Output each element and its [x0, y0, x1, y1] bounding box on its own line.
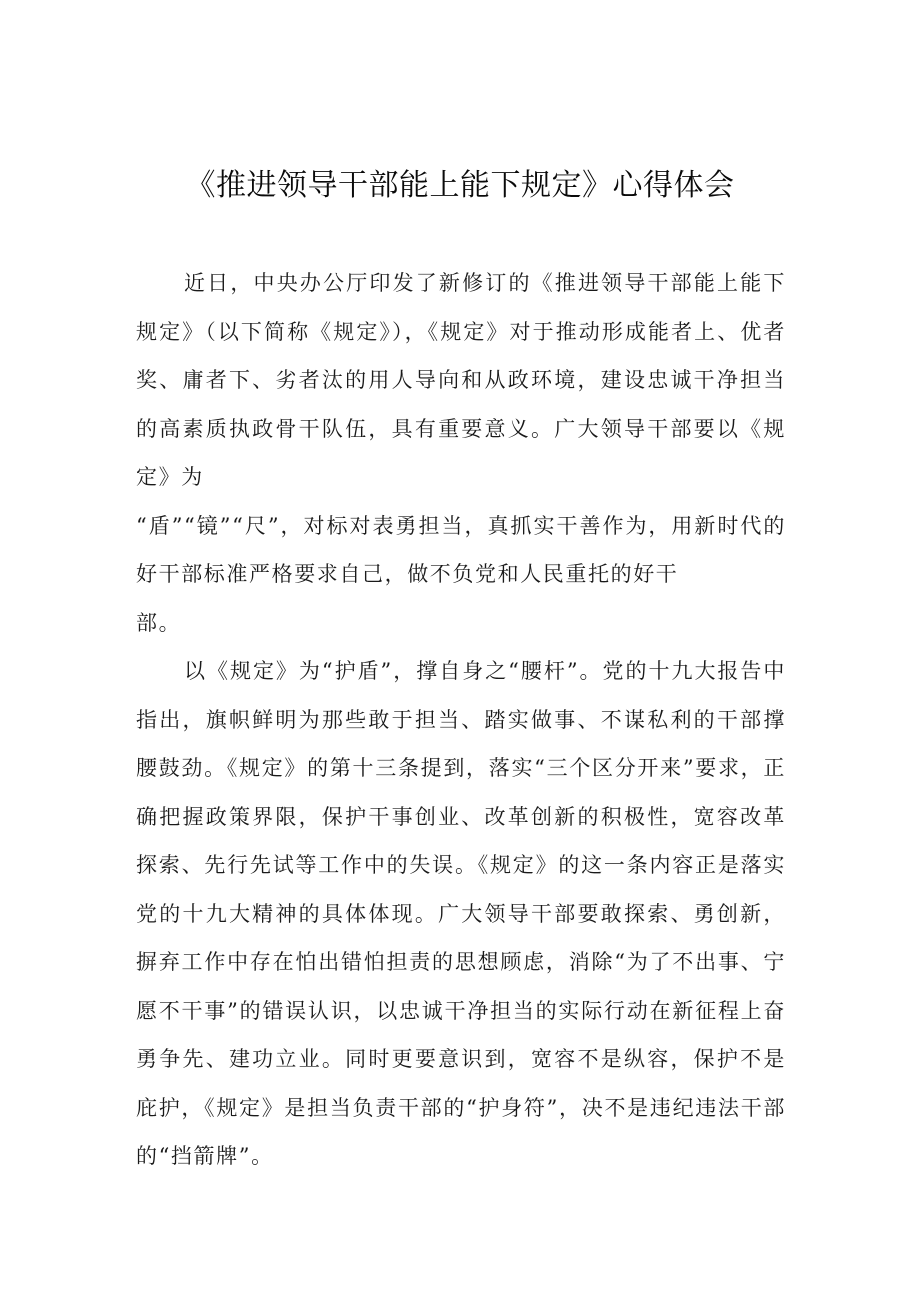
paragraph-1-end: 部。 [136, 610, 182, 635]
paragraph-2: 以《规定》为“护盾”，撑自身之“腰杆”。党的十九大报告中指出，旗帜鲜明为那些敢于担当、踏实做事、不谋私利的干部撑腰鼓劲。《规定》的第十三条提到，落实“三个区分开来”要求，正确把握政策界限，保护干事创业、改革创新的积极性，宽容改革探索、先行先试等工作中的失误。《规定》的这一条内容正是落实党的十九大精神的具体体现。广大领导干部要敢探索、勇创新，摒弃工作中存在怕出错怕担责的思想顾虑，消除“为了不出事、宁愿不干事”的错误认识，以忠诚干净担当的实际行动在新征程上奋勇争先、建功立业。同时更要意识到，宽容不是纵容，保护不是庇护，《规定》是担当负责干部的“护身符”，决不是违纪违法干部的“挡箭牌”。 [136, 659, 787, 1168]
paragraph-1: 近日，中央办公厅印发了新修订的《推进领导干部能上能下规定》（以下简称《规定》），《规定》对于推动形成能者上、优者奖、庸者下、劣者汰的用人导向和从政环境，建设忠诚干净担当的高素质执政骨干队伍，具有重要意义。广大领导干部要以《规定》为 [136, 271, 786, 489]
document-body [136, 259, 786, 1181]
document-title: 《推进领导干部能上能下规定》心得体会 [185, 168, 735, 203]
paragraph-1-continued: “盾”“镜”“尺”，对标对表勇担当，真抓实干善作为，用新时代的好干部标准严格要求自己，做不负党和人民重托的好干 [136, 513, 786, 586]
